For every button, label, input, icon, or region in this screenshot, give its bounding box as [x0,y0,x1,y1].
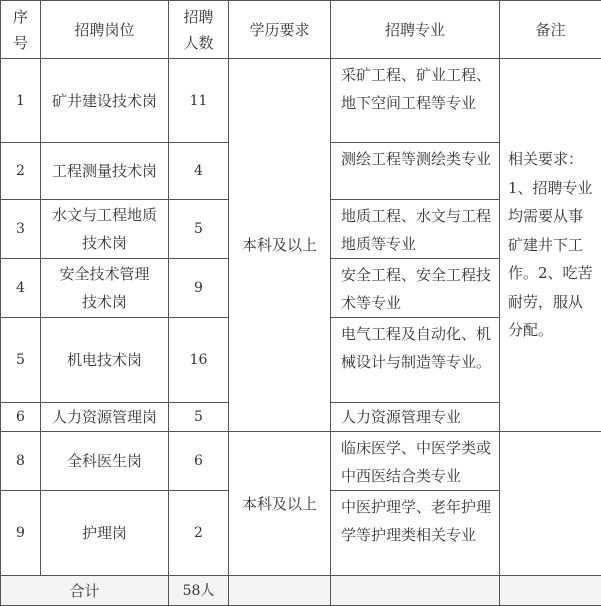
remark-cell: 相关要求：1、招聘专业均需要从事矿建井下工作。2、吃苦耐劳，服从分配。 [500,59,601,432]
row-index: 5 [1,318,41,403]
row-count: 2 [169,491,229,576]
total-row [1,576,601,606]
row-count: 5 [169,403,229,432]
row-index: 2 [1,143,41,200]
total-empty-cell [331,576,500,606]
total-label: 合计 [1,576,169,606]
education-cell: 本科及以上 [229,59,331,432]
row-count: 9 [169,259,229,318]
row-major: 人力资源管理专业 [331,403,500,432]
row-count: 4 [169,143,229,200]
row-major: 采矿工程、矿业工程、地下空间工程等专业 [331,59,500,143]
table-row [1,432,601,491]
header-major: 招聘专业 [331,1,500,59]
row-position: 人力资源管理岗 [41,403,169,432]
row-position: 机电技术岗 [41,318,169,403]
row-major: 电气工程及自动化、机械设计与制造等专业。 [331,318,500,403]
header-row [1,1,601,59]
total-empty-cell [229,576,331,606]
row-position: 矿井建设技术岗 [41,59,169,143]
header-index: 序号 [1,1,41,59]
row-count: 6 [169,432,229,491]
row-index: 9 [1,491,41,576]
header-remark: 备注 [500,1,601,59]
remark-cell-empty [500,432,601,576]
row-position: 安全技术管理技术岗 [41,259,169,318]
row-major: 安全工程、安全工程技术等专业 [331,259,500,318]
row-count: 16 [169,318,229,403]
row-position: 工程测量技术岗 [41,143,169,200]
row-major: 中医护理学、老年护理学等护理类相关专业 [331,491,500,576]
education-cell: 本科及以上 [229,432,331,576]
row-index: 8 [1,432,41,491]
row-major: 测绘工程等测绘类专业 [331,143,500,200]
row-major: 地质工程、水文与工程地质等专业 [331,200,500,259]
table-row [1,59,601,143]
row-position: 护理岗 [41,491,169,576]
row-index: 3 [1,200,41,259]
row-count: 11 [169,59,229,143]
header-position: 招聘岗位 [41,1,169,59]
row-position: 全科医生岗 [41,432,169,491]
row-index: 4 [1,259,41,318]
row-major: 临床医学、中医学类或中西医结合类专业 [331,432,500,491]
row-position: 水文与工程地质技术岗 [41,200,169,259]
row-index: 1 [1,59,41,143]
row-count: 5 [169,200,229,259]
row-index: 6 [1,403,41,432]
header-education: 学历要求 [229,1,331,59]
header-count: 招聘人数 [169,1,229,59]
total-count: 58人 [169,576,229,606]
total-empty-cell [500,576,601,606]
